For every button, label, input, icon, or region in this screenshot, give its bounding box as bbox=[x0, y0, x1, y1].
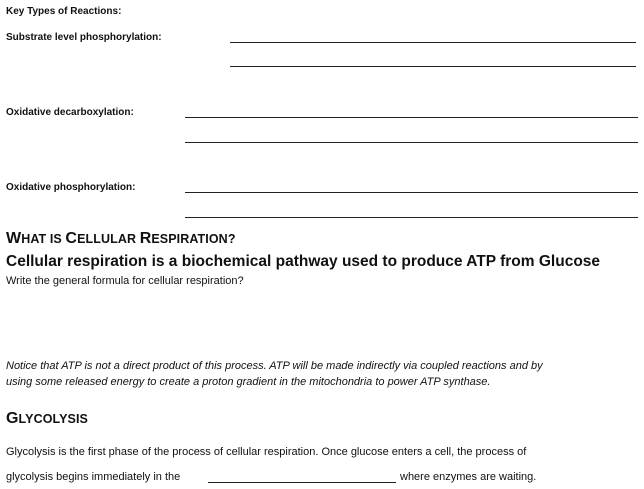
key-types-title: Key Types of Reactions: bbox=[6, 6, 122, 17]
answer-line[interactable] bbox=[185, 217, 638, 218]
cellular-respiration-heading bbox=[6, 230, 236, 248]
heading-cap: G bbox=[6, 410, 19, 427]
fill-in-blank[interactable] bbox=[208, 482, 396, 483]
oxidative-decarboxylation-label: Oxidative decarboxylation: bbox=[6, 107, 134, 118]
heading-cap: C bbox=[65, 230, 78, 247]
heading-text: HAT IS bbox=[21, 232, 66, 246]
glycolysis-heading bbox=[6, 410, 88, 428]
heading-cap: R bbox=[139, 230, 152, 247]
answer-line[interactable] bbox=[230, 42, 636, 43]
heading-cap: W bbox=[6, 230, 22, 247]
glycolysis-line-1: Glycolysis is the first phase of the process of cellular respiration. Once glucose enters a cell, the process of bbox=[6, 446, 527, 458]
substrate-level-label: Substrate level phosphorylation: bbox=[6, 32, 162, 43]
cellular-respiration-subtitle: Cellular respiration is a biochemical pathway used to produce ATP from Glucose bbox=[6, 253, 601, 270]
note-line-1: Notice that ATP is not a direct product of this process. ATP will be made indirectly via coupled reactions and by bbox=[6, 360, 543, 372]
note-line-2: using some released energy to create a proton gradient in the mitochondria to power ATP synthase. bbox=[6, 376, 491, 388]
heading-text: LYCOLYSIS bbox=[18, 412, 88, 426]
glycolysis-line-2-start: glycolysis begins immediately in the bbox=[6, 471, 181, 483]
heading-text: ELLULAR bbox=[77, 232, 140, 246]
answer-line[interactable] bbox=[185, 117, 638, 118]
answer-line[interactable] bbox=[185, 142, 638, 143]
heading-text: ESPIRATION? bbox=[151, 232, 236, 246]
answer-line[interactable] bbox=[185, 192, 638, 193]
answer-line[interactable] bbox=[230, 66, 636, 67]
glycolysis-line-2-end: where enzymes are waiting. bbox=[400, 471, 537, 483]
oxidative-phosphorylation-label: Oxidative phosphorylation: bbox=[6, 182, 136, 193]
formula-prompt: Write the general formula for cellular respiration? bbox=[6, 275, 244, 287]
